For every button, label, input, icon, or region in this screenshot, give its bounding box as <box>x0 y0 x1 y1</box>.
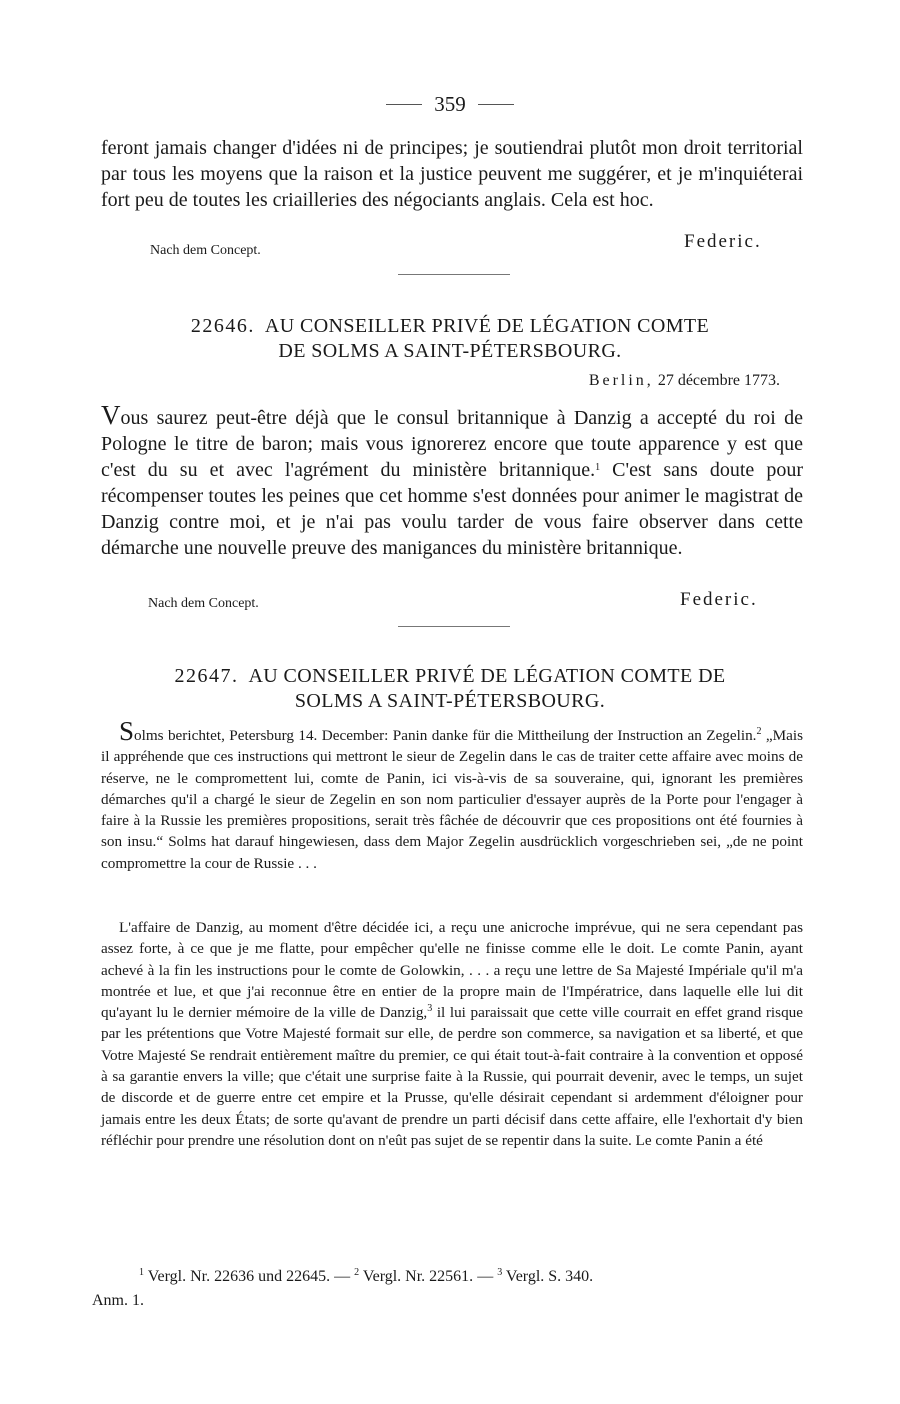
letter-22646-text-b: C'est sans doute pour récompenser toutes les peines que cet homme s'est données pour animer le magistrat de Danzig contre moi, et je n'ai pas voulu tarder de vous faire observer dans cette démarche une nouvelle preuve des manigances du ministère britannique. <box>101 459 804 559</box>
footnote-2-text: Vergl. Nr. 22561. <box>362 1268 474 1285</box>
letter-22646-date: 27 décembre 1773. <box>657 372 780 389</box>
letter-22647-quote-b: il lui paraissait que cette ville courrait en effet grand risque par les prétentions que Votre Majesté formait sur elle, de perdre son commerce, sa navigation et sa liberté, et que Votre Majesté Se rendrait entièrement maître du premier, ce qui était tout-à-fait contraire à la convention et opposé à sa garantie envers la ville; que c'était une surprise faite à la Russie, qui pourrait devenir, avec le temps, un sujet de discorde et de guerre entre cet empire et la Prusse, qu'elle désirait cependant si ardemment d'éloigner pour jamais entre les deux États; de sorte qu'avant de prendre un parti décisif dans cette affaire, elle l'exhortait d'y bien réfléchir pour prendre une résolution dont on n'eût pas sujet de se repentir dans la suite. Le comte Panin a été <box>101 1004 803 1149</box>
letter-22647-dropcap: S <box>119 716 135 746</box>
letter-22646-dropcap: V <box>101 400 121 430</box>
letter-22646-heading-line1: AU CONSEILLER PRIVÉ DE LÉGATION COMTE <box>264 315 710 337</box>
page-number-value: 359 <box>434 92 466 116</box>
footnote-mark-3: 3 <box>497 1267 503 1278</box>
letter-22646-body <box>101 402 803 561</box>
top-passage-source: Nach dem Concept. <box>150 243 261 258</box>
top-passage-text: feront jamais changer d'idées ni de principes; je soutiendrai plutôt mon droit territorial par tous les moyens que la raison et la justice peuvent me suggérer, et je m'inquiéterai fort peu de toutes les criailleries des négociants anglais. Cela est hoc. <box>101 137 803 211</box>
letter-22646-heading-line2: DE SOLMS A SAINT-PÉTERSBOURG. <box>278 340 622 362</box>
section-divider <box>398 626 510 627</box>
letter-22646-dateline <box>589 372 780 390</box>
top-passage-signature: Federic. <box>684 231 762 252</box>
footnote-separator: — <box>477 1268 494 1285</box>
letter-22647-quote <box>101 917 803 1151</box>
section-divider <box>398 274 510 275</box>
letter-22646-text-a: ous saurez peut-être déjà que le consul britannique à Danzig a accepté du roi de Pologne le titre de baron; mais vous ignorerez encore que toute apparence y est que c'est du su et avec l'agrément du ministère britannique. <box>101 407 803 481</box>
page-number-rule-right <box>478 104 514 105</box>
footnote-ref-1: 1 <box>595 462 601 473</box>
footnote-3-text: Vergl. S. 340. <box>505 1268 594 1285</box>
letter-22646-heading <box>0 314 900 364</box>
footnote-ref-2: 2 <box>756 726 762 737</box>
footnote-ref-3: 3 <box>427 1003 433 1015</box>
letter-22647-quote-a: L'affaire de Danzig, au moment d'être décidée ici, a reçu une anicroche imprévue, qui ne sera cependant pas assez forte, à ce que je me flatte, pour empêcher qu'elle ne finisse comme elle le doit. Le comte Panin, ayant achevé à la fin les instructions pour le comte de Golowkin, . . . a reçu une lettre de Sa Majesté Impériale qu'il m'a montrée et lue, et que j'ai reconnue être en entier de la propre main de l'Impératrice, dans laquelle elle lui dit qu'ayant lu le dernier mémoire de la ville de Danzig, <box>101 919 803 1022</box>
letter-22647-heading-line1: AU CONSEILLER PRIVÉ DE LÉGATION COMTE DE <box>248 665 726 687</box>
footnote-mark-2: 2 <box>354 1267 360 1278</box>
footnote-separator: — <box>334 1268 351 1285</box>
letter-22647-heading <box>0 664 900 714</box>
letter-22647-summary-a: olms berichtet, Petersburg 14. December: Panin danke für die Mittheilung der Instruction an Zegelin. <box>134 727 757 744</box>
letter-22646-number: 22646. <box>190 315 255 337</box>
letter-22647-heading-line2: SOLMS A SAINT-PÉTERSBOURG. <box>294 690 606 712</box>
letter-22646-source: Nach dem Concept. <box>148 596 259 611</box>
page-number-rule-left <box>386 104 422 105</box>
letter-22646-signature: Federic. <box>680 589 758 610</box>
letter-22647-summary <box>101 716 804 874</box>
letter-22647-number: 22647. <box>174 665 239 687</box>
letter-22646-place: Berlin, <box>588 372 654 389</box>
footnotes <box>92 1265 812 1313</box>
letter-22647-summary-b: „Mais il appréhende que ces instructions qui mettront le sieur de Zegelin dans le cas de traiter cette affaire avec moins de réserve, ne le compromettent lui, comte de Panin, ici vis-à-vis de sa souveraine, qui, ignorant les premières démarches qu'il a chargé le sieur de Zegelin en son nom particulier d'essayer auprès de la Porte pour l'engager à faire à la Russie les premières propositions, serait très fâchée de découvrir que ces propositions ont été fournies à son insu.“ Solms hat darauf hingewiesen, dass dem Major Zegelin ausdrücklich vorgeschrieben sei, „de ne point compromettre la cour de Russie . . . <box>101 727 804 872</box>
page-number <box>0 92 900 117</box>
footnote-3-continuation: Anm. 1. <box>92 1292 144 1309</box>
footnote-mark-1: 1 <box>139 1267 144 1278</box>
footnote-1-text: Vergl. Nr. 22636 und 22645. <box>147 1268 331 1285</box>
